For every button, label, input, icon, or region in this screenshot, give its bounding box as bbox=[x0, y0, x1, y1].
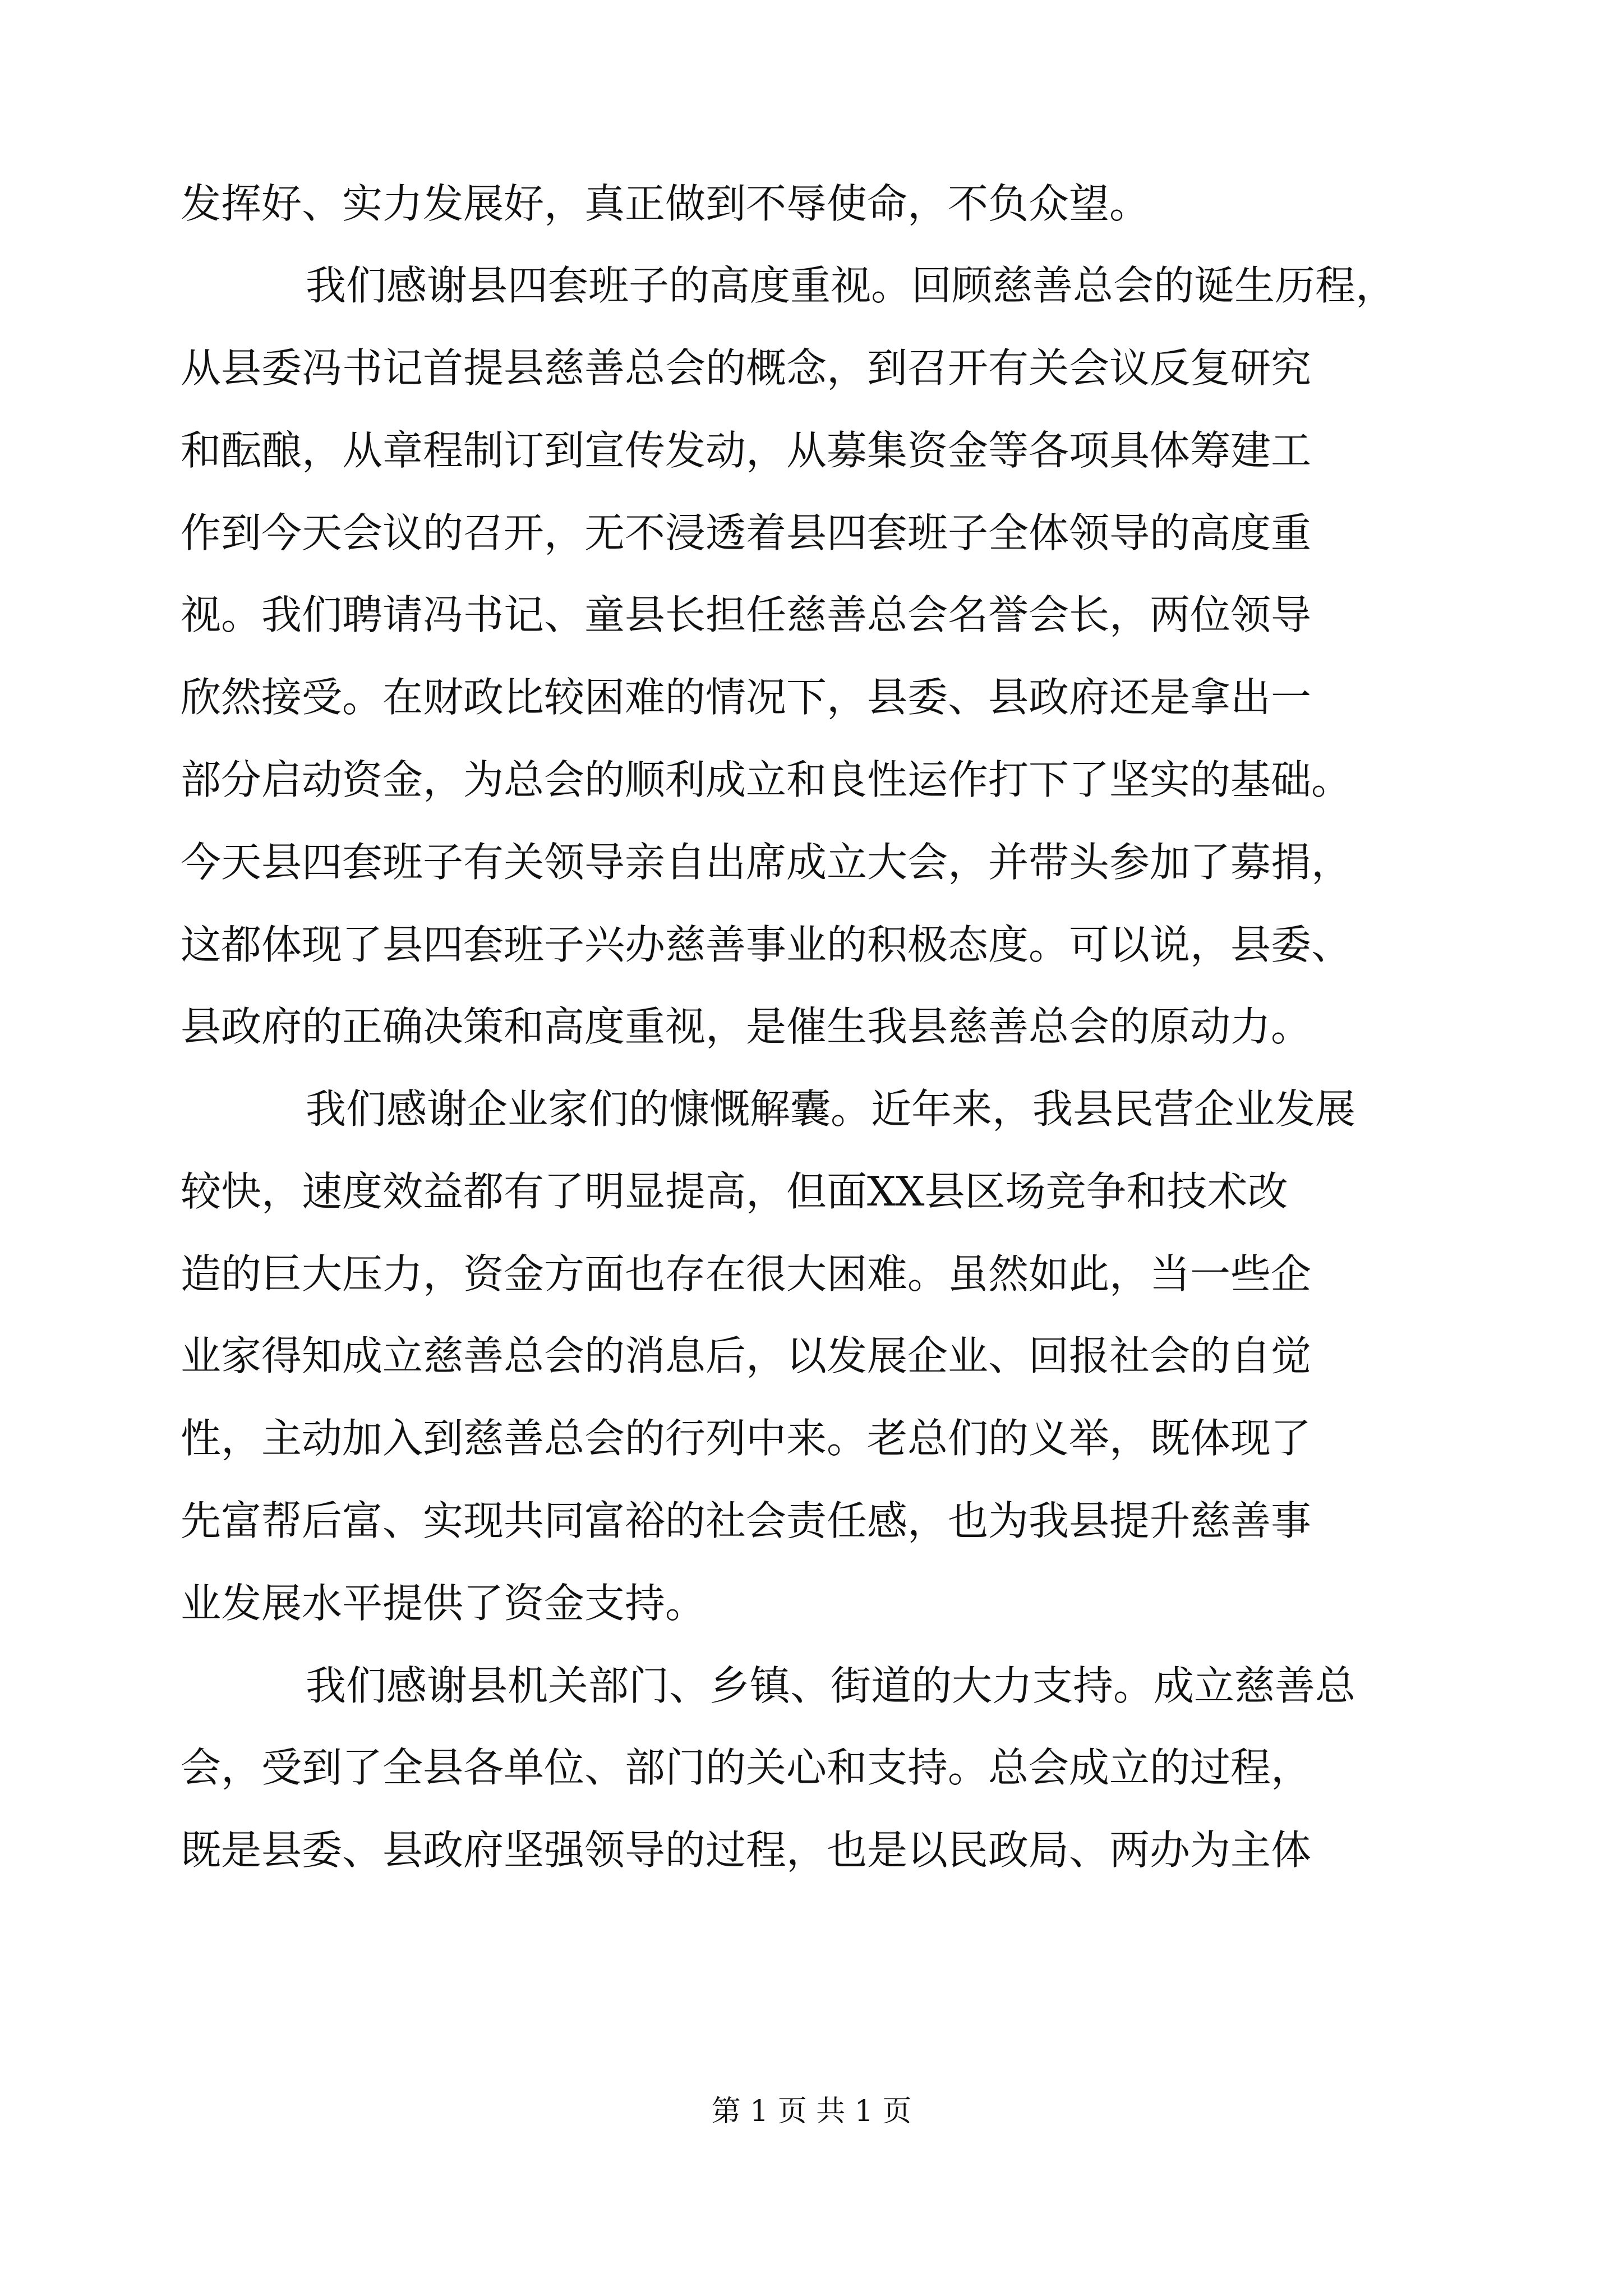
text-line: 业家得知成立慈善总会的消息后，以发展企业、回报社会的自觉 bbox=[181, 1332, 1312, 1379]
text-line: 既是县委、县政府坚强领导的过程，也是以民政局、两办为主体 bbox=[181, 1826, 1312, 1874]
text-line: 先富帮后富、实现共同富裕的社会责任感，也为我县提升慈善事 bbox=[181, 1497, 1312, 1544]
text-line: 部分启动资金，为总会的顺利成立和良性运作打下了坚实的基础。 bbox=[181, 756, 1352, 803]
text-line: 我们感谢企业家们的慷慨解囊。近年来，我县民营企业发展 bbox=[306, 1085, 1356, 1133]
text-line: 今天县四套班子有关领导亲自出席成立大会，并带头参加了募捐， bbox=[181, 839, 1352, 886]
text-line: 发挥好、实力发展好，真正做到不辱使命，不负众望。 bbox=[181, 180, 1150, 227]
text-line: 视。我们聘请冯书记、童县长担任慈善总会名誉会长，两位领导 bbox=[181, 591, 1312, 638]
text-line: 从县委冯书记首提县慈善总会的概念，到召开有关会议反复研究 bbox=[181, 344, 1312, 392]
text-line: 业发展水平提供了资金支持。 bbox=[181, 1580, 706, 1627]
text-line: 性，主动加入到慈善总会的行列中来。老总们的义举，既体现了 bbox=[181, 1415, 1312, 1462]
text-line: 我们感谢县四套班子的高度重视。回顾慈善总会的诞生历程， bbox=[306, 262, 1396, 309]
text-line: 作到今天会议的召开，无不浸透着县四套班子全体领导的高度重 bbox=[181, 509, 1312, 556]
text-line: 欣然接受。在财政比较困难的情况下，县委、县政府还是拿出一 bbox=[181, 674, 1312, 721]
text-line: 我们感谢县机关部门、乡镇、街道的大力支持。成立慈善总 bbox=[306, 1662, 1356, 1709]
text-line: 造的巨大压力，资金方面也存在很大困难。虽然如此，当一些企 bbox=[181, 1250, 1312, 1297]
text-line: 会，受到了全县各单位、部门的关心和支持。总会成立的过程， bbox=[181, 1744, 1312, 1791]
text-line: 较快，速度效益都有了明显提高，但面XX县区场竞争和技术改 bbox=[181, 1168, 1288, 1215]
text-line: 县政府的正确决策和高度重视，是催生我县慈善总会的原动力。 bbox=[181, 1003, 1312, 1050]
page-footer: 第 1 页 共 1 页 bbox=[711, 2095, 912, 2128]
text-line: 和酝酿，从章程制订到宣传发动，从募集资金等各项具体筹建工 bbox=[181, 427, 1312, 474]
text-line: 这都体现了县四套班子兴办慈善事业的积极态度。可以说，县委、 bbox=[181, 921, 1352, 968]
